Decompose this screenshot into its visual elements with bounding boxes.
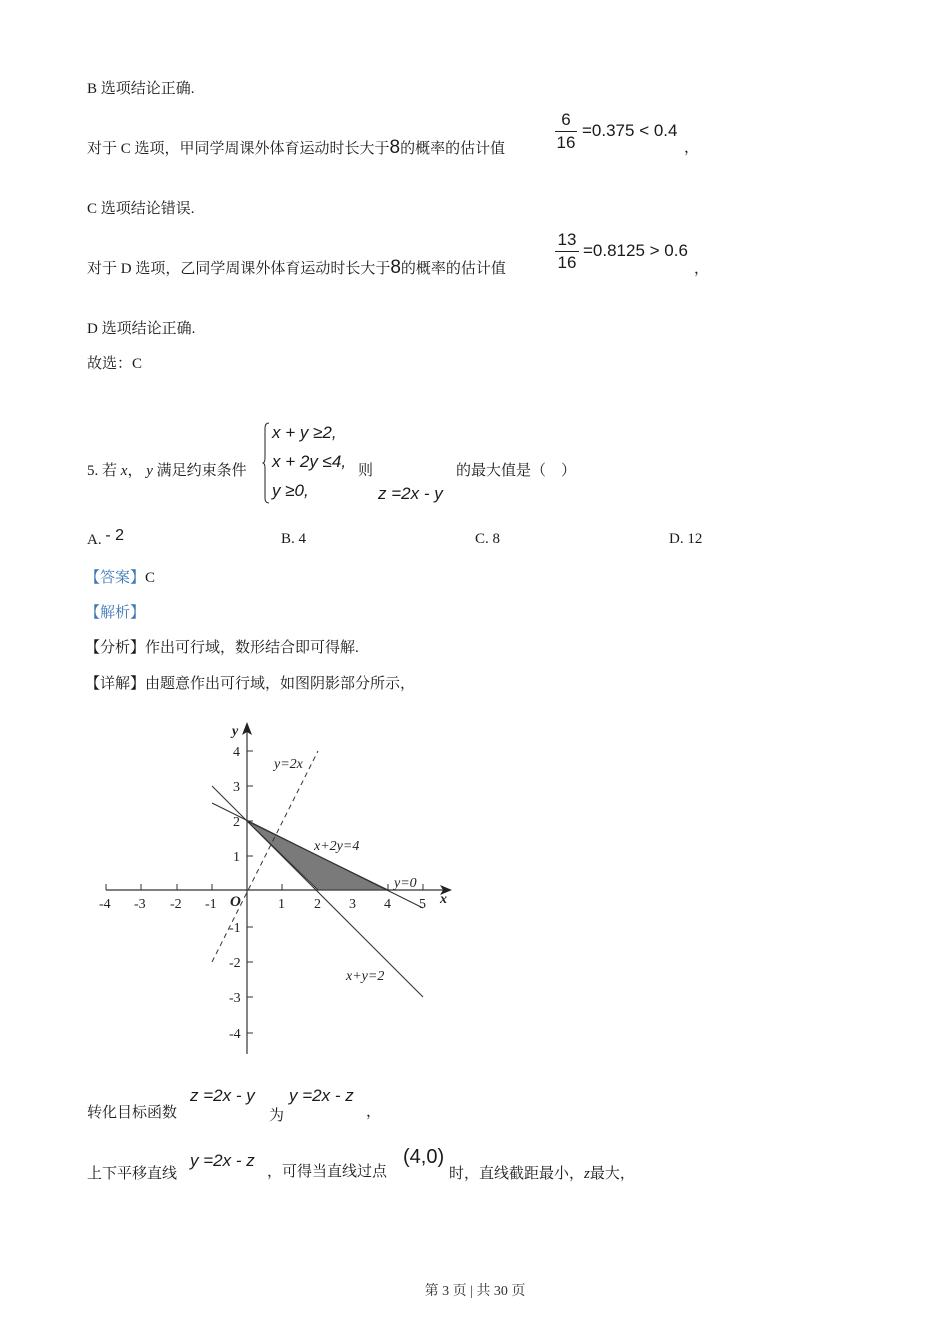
separator: ， [127,463,143,479]
d-comma: ， [694,261,710,277]
constraint-3: y ≥0, [272,481,309,500]
b-conclusion: B 选项结论正确. [87,81,195,97]
shift-line-text-c: 时，直线截距最小， [449,1166,585,1182]
shift-line-text-d: 最大， [589,1166,635,1182]
fenxi-text: 作出可行域，数形结合即可得解. [145,640,359,656]
constraint-1: x + y ≥2, [272,423,337,442]
annotation-x-plus-y-eq-2: x+y=2 [346,969,385,984]
d-result: =0.8125 > 0.6 [583,241,688,260]
annotation-y-eq-0: y=0 [394,876,417,891]
y-axis-label: y [232,724,239,739]
d-frac-numerator: 13 [557,230,577,249]
option-d-value: 12 [687,531,703,547]
d-mid-text: 的概率的估计值 [400,261,506,277]
d-frac-denominator: 16 [557,253,577,272]
d-conclusion: D 选项结论正确. [87,321,196,337]
x-tick-labels [99,897,426,912]
shift-line-text-b: ，可得当直线过点 [267,1164,388,1180]
line-x-plus-y-eq-2 [212,786,423,997]
x-tick-label: 3 [349,897,356,912]
var-z: z [584,1166,590,1182]
option-c-label: C. [475,531,489,547]
then-text: 则 [358,463,374,479]
transform-line [87,1101,177,1122]
c-frac-numerator: 6 [561,110,571,129]
condition-text: 满足约束条件 [156,463,247,479]
page-footer: 第 3 页 | 共 30 页 [424,1284,526,1299]
final-choice: 故选：C [87,356,143,372]
x-axis-label: x [440,892,447,907]
point-4-0: (4,0) [403,1146,445,1168]
answer-value: C [145,570,156,586]
objective-expr-2: y =2x - z [289,1086,354,1105]
option-a-label: A. [87,532,102,548]
objective-expr-1: z =2x - y [190,1086,255,1105]
x-tick-label: 1 [278,897,285,912]
question-suffix: 的最大值是（ ） [456,463,577,479]
c-eight: 8 [389,137,401,158]
annotation-y-eq-2x: y=2x [274,757,303,772]
shift-line-tail [449,1162,635,1183]
y-axis [242,722,252,1054]
transform-text-a: 转化目标函数 [87,1105,178,1121]
y-tick-label: -2 [229,956,241,971]
x-tick-label: 2 [314,897,321,912]
fenxi-tag: 【分析】 [85,640,146,656]
y-tick-label: -1 [229,921,241,936]
c-mid-text: 的概率的估计值 [400,141,506,157]
option-d-label: D. [669,531,684,547]
c-intro-text: 对于 C 选项，甲同学周课外体育运动时长大于 [87,141,390,157]
question-number: 5. 若 [87,463,118,479]
y-tick-label: 1 [233,850,240,865]
c-comma: ， [684,140,700,156]
transform-comma: ， [366,1104,382,1120]
xiangjie-tag: 【详解】 [85,676,146,692]
x-tick-label: 5 [419,897,426,912]
option-a-value: - 2 [105,527,125,544]
xiangjie-text: 由题意作出可行域，如图阴影部分所示， [145,676,416,692]
c-frac-denominator: 16 [556,133,576,152]
option-b-label: B. [281,531,295,547]
c-result: =0.375 < 0.4 [582,121,678,140]
objective-function: z =2x - y [378,484,443,503]
option-c-value: 8 [492,531,501,547]
var-y: y [146,463,153,479]
annotation-x-plus-2y-eq-4: x+2y=4 [314,839,360,854]
x-tick-label: 4 [384,897,391,912]
y-tick-label: 4 [233,745,240,760]
d-eight: 8 [390,257,401,278]
option-b-value: 4 [298,531,307,547]
y-tick-label: 3 [233,780,240,795]
x-tick-label: -3 [134,897,146,912]
constraint-2: x + 2y ≤4, [272,452,347,471]
c-conclusion: C 选项结论错误. [87,201,195,217]
shift-line-expr: y =2x - z [190,1151,255,1170]
answer-tag: 【答案】 [85,570,146,586]
y-tick-label: 2 [233,815,240,830]
transform-text-b: 为 [269,1108,285,1124]
x-tick-label: -2 [170,897,182,912]
var-x: x [120,463,128,479]
x-tick-label: -1 [205,897,217,912]
y-tick-label: -3 [229,991,241,1006]
origin-label: O [230,894,241,910]
d-intro-text: 对于 D 选项，乙同学周课外体育运动时长大于 [87,261,391,277]
y-ticks [247,751,253,1033]
x-tick-label: -4 [99,897,111,912]
shift-line-text-a: 上下平移直线 [87,1166,178,1182]
analysis-tag: 【解析】 [85,605,146,621]
y-tick-label: -4 [229,1027,241,1042]
